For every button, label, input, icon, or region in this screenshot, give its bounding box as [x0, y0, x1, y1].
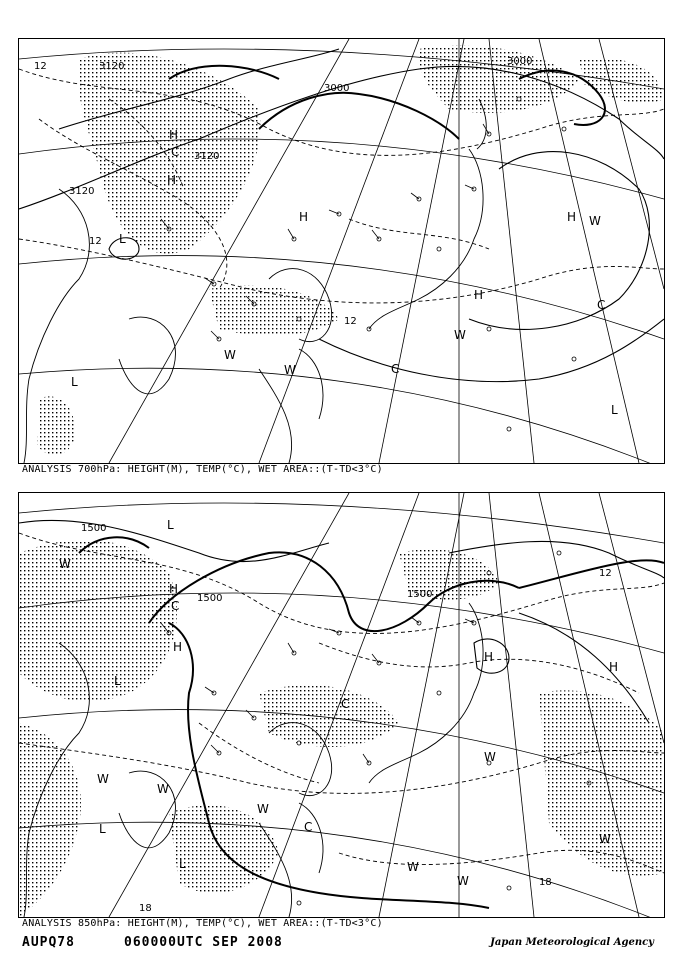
contour-label: 3120: [69, 186, 95, 197]
cold-marker: C: [304, 820, 313, 834]
agency-name: Japan Meteorological Agency: [490, 937, 654, 948]
warm-marker: W: [457, 874, 469, 888]
low-pressure-marker: L: [71, 375, 78, 389]
low-pressure-marker: L: [167, 518, 174, 532]
cold-marker: C: [597, 298, 606, 312]
contour-label: 1500: [197, 593, 223, 604]
warm-marker: W: [484, 750, 496, 764]
contour-label: 12: [89, 236, 102, 247]
contour-label: 1500: [407, 589, 433, 600]
contour-label: 3120: [99, 61, 125, 72]
map-700hpa-canvas: [19, 39, 664, 463]
low-pressure-marker: L: [611, 403, 618, 417]
cold-marker: C: [171, 599, 180, 613]
valid-time: 060000UTC SEP 2008: [124, 935, 283, 950]
map-700hpa: [18, 38, 665, 464]
warm-marker: W: [157, 782, 169, 796]
map-850hpa: [18, 492, 665, 918]
warm-marker: W: [407, 860, 419, 874]
contour-label: 12: [599, 568, 612, 579]
low-pressure-marker: L: [119, 232, 126, 246]
warm-marker: W: [454, 328, 466, 342]
wet-areas: [37, 45, 664, 454]
high-pressure-marker: H: [484, 650, 494, 664]
warm-marker: W: [224, 348, 236, 362]
chart-code: AUPQ78: [22, 935, 75, 950]
contour-label: 12: [344, 316, 357, 327]
high-pressure-marker: H: [167, 173, 177, 187]
warm-marker: W: [599, 832, 611, 846]
contour-label: 3000: [507, 56, 533, 67]
high-pressure-marker: H: [474, 288, 484, 302]
high-pressure-marker: H: [173, 640, 183, 654]
map-700hpa-caption: ANALYSIS 700hPa: HEIGHT(M), TEMP(°C), WET AREA::(T-TD<3°C): [22, 464, 383, 475]
low-pressure-marker: L: [179, 857, 186, 871]
warm-marker: W: [589, 214, 601, 228]
map-850hpa-canvas: [19, 493, 664, 917]
high-pressure-marker: H: [609, 660, 619, 674]
cold-marker: C: [171, 145, 180, 159]
contour-label: 3000: [324, 83, 350, 94]
contour-label: 12: [34, 61, 47, 72]
cold-marker: C: [341, 697, 350, 711]
wet-areas: [19, 540, 664, 917]
high-pressure-marker: H: [169, 128, 179, 142]
contour-label: 1500: [81, 523, 107, 534]
low-pressure-marker: L: [99, 822, 106, 836]
low-pressure-marker: L: [114, 674, 121, 688]
cold-marker: C: [391, 362, 400, 376]
warm-marker: W: [257, 802, 269, 816]
contour-label: 18: [139, 903, 152, 914]
high-pressure-marker: H: [169, 582, 179, 596]
high-pressure-marker: H: [567, 210, 577, 224]
contour-label: 3120: [194, 151, 220, 162]
high-pressure-marker: H: [299, 210, 309, 224]
warm-marker: W: [97, 772, 109, 786]
warm-marker: W: [59, 557, 71, 571]
warm-marker: W: [284, 363, 296, 377]
contour-label: 18: [539, 877, 552, 888]
map-850hpa-caption: ANALYSIS 850hPa: HEIGHT(M), TEMP(°C), WET AREA::(T-TD<3°C): [22, 918, 383, 929]
